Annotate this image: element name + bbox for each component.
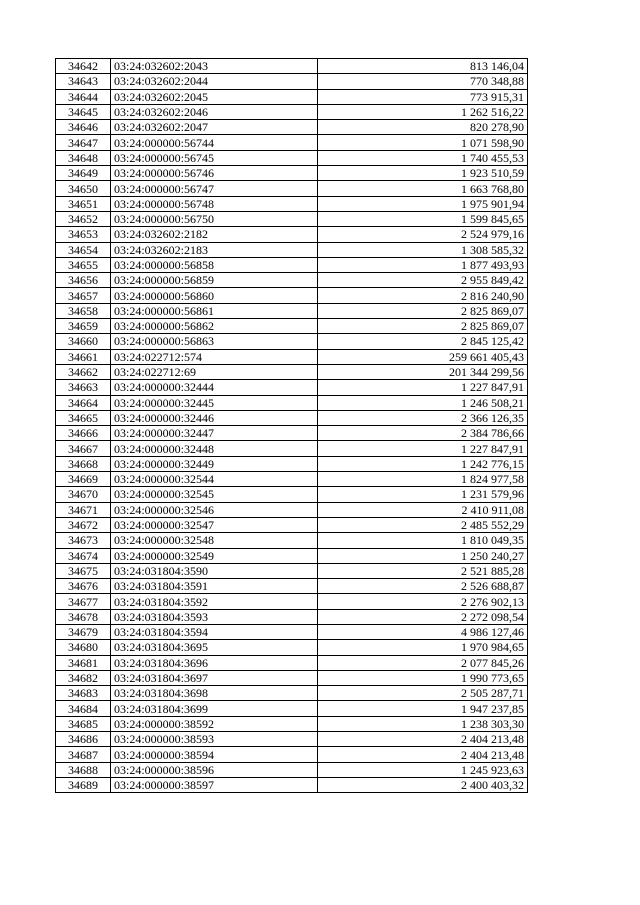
cadastral-value-cell: 1 810 049,35 <box>318 533 528 548</box>
cadastral-number-cell: 03:24:000000:56748 <box>111 196 318 211</box>
cadastral-value-cell: 2 400 403,32 <box>318 777 528 792</box>
cadastral-value-cell: 2 816 240,90 <box>318 288 528 303</box>
row-number-cell: 34656 <box>56 273 111 288</box>
row-number-cell: 34682 <box>56 670 111 685</box>
cadastral-value-cell: 2 485 552,29 <box>318 517 528 532</box>
row-number-cell: 34662 <box>56 364 111 379</box>
row-number-cell: 34668 <box>56 456 111 471</box>
row-number-cell: 34643 <box>56 74 111 89</box>
cadastral-value-cell: 1 877 493,93 <box>318 257 528 272</box>
table-row <box>56 120 528 135</box>
cadastral-number-cell: 03:24:032602:2043 <box>111 59 318 74</box>
row-number-cell: 34685 <box>56 716 111 731</box>
table-row <box>56 624 528 639</box>
cadastral-number-cell: 03:24:031804:3593 <box>111 609 318 624</box>
cadastral-value-cell: 2 955 849,42 <box>318 273 528 288</box>
cadastral-number-cell: 03:24:031804:3592 <box>111 594 318 609</box>
cadastral-number-cell: 03:24:000000:38592 <box>111 716 318 731</box>
cadastral-value-cell: 1 227 847,91 <box>318 380 528 395</box>
row-number-cell: 34676 <box>56 579 111 594</box>
row-number-cell: 34649 <box>56 166 111 181</box>
cadastral-value-cell: 1 246 508,21 <box>318 395 528 410</box>
cadastral-number-cell: 03:24:000000:32444 <box>111 380 318 395</box>
cadastral-number-cell: 03:24:032602:2044 <box>111 74 318 89</box>
cadastral-value-cell: 1 227 847,91 <box>318 441 528 456</box>
cadastral-value-cell: 1 238 303,30 <box>318 716 528 731</box>
row-number-cell: 34684 <box>56 701 111 716</box>
cadastral-value-cell: 2 410 911,08 <box>318 502 528 517</box>
row-number-cell: 34672 <box>56 517 111 532</box>
cadastral-number-cell: 03:24:022712:69 <box>111 364 318 379</box>
cadastral-number-cell: 03:24:000000:56862 <box>111 319 318 334</box>
table-row <box>56 701 528 716</box>
cadastral-number-cell: 03:24:000000:32449 <box>111 456 318 471</box>
row-number-cell: 34688 <box>56 762 111 777</box>
row-number-cell: 34671 <box>56 502 111 517</box>
cadastral-value-cell: 259 661 405,43 <box>318 349 528 364</box>
row-number-cell: 34655 <box>56 257 111 272</box>
cadastral-number-cell: 03:24:000000:56863 <box>111 334 318 349</box>
table-row <box>56 380 528 395</box>
table-row <box>56 196 528 211</box>
table-row <box>56 441 528 456</box>
cadastral-value-cell: 1 824 977,58 <box>318 472 528 487</box>
table-row <box>56 670 528 685</box>
row-number-cell: 34642 <box>56 59 111 74</box>
row-number-cell: 34650 <box>56 181 111 196</box>
cadastral-value-cell: 813 146,04 <box>318 59 528 74</box>
cadastral-number-cell: 03:24:000000:56746 <box>111 166 318 181</box>
row-number-cell: 34667 <box>56 441 111 456</box>
cadastral-number-cell: 03:24:032602:2182 <box>111 227 318 242</box>
row-number-cell: 34645 <box>56 104 111 119</box>
cadastral-value-cell: 770 348,88 <box>318 74 528 89</box>
table-row <box>56 716 528 731</box>
table-row <box>56 747 528 762</box>
table-row <box>56 242 528 257</box>
cadastral-value-cell: 1 970 984,65 <box>318 640 528 655</box>
cadastral-value-cell: 2 384 786,66 <box>318 426 528 441</box>
row-number-cell: 34670 <box>56 487 111 502</box>
cadastral-value-cell: 1 947 237,85 <box>318 701 528 716</box>
row-number-cell: 34657 <box>56 288 111 303</box>
cadastral-number-cell: 03:24:000000:32447 <box>111 426 318 441</box>
cadastral-number-cell: 03:24:000000:38596 <box>111 762 318 777</box>
row-number-cell: 34681 <box>56 655 111 670</box>
cadastral-value-cell: 2 077 845,26 <box>318 655 528 670</box>
row-number-cell: 34665 <box>56 410 111 425</box>
cadastral-number-cell: 03:24:000000:56750 <box>111 211 318 226</box>
row-number-cell: 34660 <box>56 334 111 349</box>
cadastral-value-cell: 1 245 923,63 <box>318 762 528 777</box>
cadastral-value-cell: 1 071 598,90 <box>318 135 528 150</box>
row-number-cell: 34644 <box>56 89 111 104</box>
table-row <box>56 777 528 792</box>
table-row <box>56 319 528 334</box>
row-number-cell: 34647 <box>56 135 111 150</box>
cadastral-value-cell: 2 825 869,07 <box>318 303 528 318</box>
cadastral-number-cell: 03:24:031804:3696 <box>111 655 318 670</box>
table-row <box>56 104 528 119</box>
cadastral-value-cell: 4 986 127,46 <box>318 624 528 639</box>
cadastral-value-cell: 2 825 869,07 <box>318 319 528 334</box>
table-row <box>56 732 528 747</box>
table-row <box>56 181 528 196</box>
table-row <box>56 303 528 318</box>
cadastral-number-cell: 03:24:000000:32448 <box>111 441 318 456</box>
table-row <box>56 579 528 594</box>
cadastral-value-cell: 820 278,90 <box>318 120 528 135</box>
table-row <box>56 288 528 303</box>
table-row <box>56 166 528 181</box>
table-row <box>56 410 528 425</box>
table-row <box>56 640 528 655</box>
table-row <box>56 594 528 609</box>
cadastral-number-cell: 03:24:031804:3695 <box>111 640 318 655</box>
cadastral-value-cell: 2 505 287,71 <box>318 686 528 701</box>
cadastral-value-cell: 1 740 455,53 <box>318 150 528 165</box>
table-row <box>56 211 528 226</box>
cadastral-number-cell: 03:24:000000:32547 <box>111 517 318 532</box>
table-row <box>56 227 528 242</box>
cadastral-value-cell: 201 344 299,56 <box>318 364 528 379</box>
row-number-cell: 34674 <box>56 548 111 563</box>
table-row <box>56 487 528 502</box>
row-number-cell: 34659 <box>56 319 111 334</box>
table-row <box>56 533 528 548</box>
row-number-cell: 34679 <box>56 624 111 639</box>
row-number-cell: 34648 <box>56 150 111 165</box>
row-number-cell: 34654 <box>56 242 111 257</box>
table-row <box>56 89 528 104</box>
table-row <box>56 257 528 272</box>
cadastral-value-cell: 2 521 885,28 <box>318 563 528 578</box>
row-number-cell: 34683 <box>56 686 111 701</box>
table-row <box>56 135 528 150</box>
cadastral-number-cell: 03:24:000000:56861 <box>111 303 318 318</box>
row-number-cell: 34653 <box>56 227 111 242</box>
cadastral-number-cell: 03:24:000000:32544 <box>111 472 318 487</box>
cadastral-value-cell: 2 404 213,48 <box>318 747 528 762</box>
cadastral-value-cell: 2 276 902,13 <box>318 594 528 609</box>
table-row <box>56 334 528 349</box>
cadastral-value-cell: 1 262 516,22 <box>318 104 528 119</box>
table-row <box>56 472 528 487</box>
row-number-cell: 34666 <box>56 426 111 441</box>
cadastral-number-cell: 03:24:031804:3698 <box>111 686 318 701</box>
table-row <box>56 655 528 670</box>
cadastral-value-cell: 1 599 845,65 <box>318 211 528 226</box>
cadastral-number-cell: 03:24:000000:32546 <box>111 502 318 517</box>
cadastral-number-cell: 03:24:000000:32548 <box>111 533 318 548</box>
table-row <box>56 74 528 89</box>
table-row <box>56 517 528 532</box>
row-number-cell: 34678 <box>56 609 111 624</box>
row-number-cell: 34646 <box>56 120 111 135</box>
cadastral-value-cell: 1 990 773,65 <box>318 670 528 685</box>
cadastral-number-cell: 03:24:032602:2047 <box>111 120 318 135</box>
cadastral-value-cell: 1 242 776,15 <box>318 456 528 471</box>
cadastral-number-cell: 03:24:031804:3594 <box>111 624 318 639</box>
cadastral-value-table <box>55 58 528 793</box>
cadastral-number-cell: 03:24:000000:38593 <box>111 732 318 747</box>
table-row <box>56 609 528 624</box>
table-row <box>56 686 528 701</box>
cadastral-value-cell: 1 231 579,96 <box>318 487 528 502</box>
row-number-cell: 34664 <box>56 395 111 410</box>
row-number-cell: 34669 <box>56 472 111 487</box>
row-number-cell: 34686 <box>56 732 111 747</box>
cadastral-value-cell: 2 366 126,35 <box>318 410 528 425</box>
table-row <box>56 548 528 563</box>
table-row <box>56 273 528 288</box>
cadastral-number-cell: 03:24:032602:2183 <box>111 242 318 257</box>
cadastral-value-cell: 2 526 688,87 <box>318 579 528 594</box>
cadastral-value-cell: 2 404 213,48 <box>318 732 528 747</box>
cadastral-number-cell: 03:24:000000:38597 <box>111 777 318 792</box>
cadastral-value-cell: 2 845 125,42 <box>318 334 528 349</box>
table-row <box>56 563 528 578</box>
cadastral-number-cell: 03:24:031804:3591 <box>111 579 318 594</box>
cadastral-value-cell: 773 915,31 <box>318 89 528 104</box>
row-number-cell: 34689 <box>56 777 111 792</box>
table-row <box>56 349 528 364</box>
cadastral-value-cell: 1 923 510,59 <box>318 166 528 181</box>
row-number-cell: 34677 <box>56 594 111 609</box>
cadastral-number-cell: 03:24:000000:38594 <box>111 747 318 762</box>
row-number-cell: 34663 <box>56 380 111 395</box>
table-row <box>56 150 528 165</box>
cadastral-number-cell: 03:24:000000:32545 <box>111 487 318 502</box>
table-row <box>56 762 528 777</box>
cadastral-number-cell: 03:24:000000:56745 <box>111 150 318 165</box>
cadastral-number-cell: 03:24:000000:56859 <box>111 273 318 288</box>
row-number-cell: 34673 <box>56 533 111 548</box>
row-number-cell: 34652 <box>56 211 111 226</box>
row-number-cell: 34651 <box>56 196 111 211</box>
row-number-cell: 34680 <box>56 640 111 655</box>
table-row <box>56 426 528 441</box>
row-number-cell: 34658 <box>56 303 111 318</box>
cadastral-number-cell: 03:24:032602:2045 <box>111 89 318 104</box>
table-row <box>56 502 528 517</box>
table-row <box>56 456 528 471</box>
cadastral-number-cell: 03:24:000000:56858 <box>111 257 318 272</box>
cadastral-number-cell: 03:24:031804:3590 <box>111 563 318 578</box>
row-number-cell: 34661 <box>56 349 111 364</box>
cadastral-number-cell: 03:24:000000:32445 <box>111 395 318 410</box>
cadastral-value-cell: 1 975 901,94 <box>318 196 528 211</box>
table-body <box>56 59 528 793</box>
table-row <box>56 364 528 379</box>
table-row <box>56 59 528 74</box>
cadastral-number-cell: 03:24:000000:56860 <box>111 288 318 303</box>
cadastral-number-cell: 03:24:032602:2046 <box>111 104 318 119</box>
cadastral-value-cell: 1 250 240,27 <box>318 548 528 563</box>
cadastral-number-cell: 03:24:000000:56747 <box>111 181 318 196</box>
cadastral-number-cell: 03:24:000000:56744 <box>111 135 318 150</box>
table-row <box>56 395 528 410</box>
row-number-cell: 34687 <box>56 747 111 762</box>
cadastral-number-cell: 03:24:000000:32549 <box>111 548 318 563</box>
cadastral-number-cell: 03:24:031804:3697 <box>111 670 318 685</box>
cadastral-value-cell: 1 663 768,80 <box>318 181 528 196</box>
cadastral-value-cell: 2 524 979,16 <box>318 227 528 242</box>
cadastral-number-cell: 03:24:022712:574 <box>111 349 318 364</box>
cadastral-value-cell: 2 272 098,54 <box>318 609 528 624</box>
row-number-cell: 34675 <box>56 563 111 578</box>
cadastral-number-cell: 03:24:031804:3699 <box>111 701 318 716</box>
cadastral-value-cell: 1 308 585,32 <box>318 242 528 257</box>
cadastral-number-cell: 03:24:000000:32446 <box>111 410 318 425</box>
